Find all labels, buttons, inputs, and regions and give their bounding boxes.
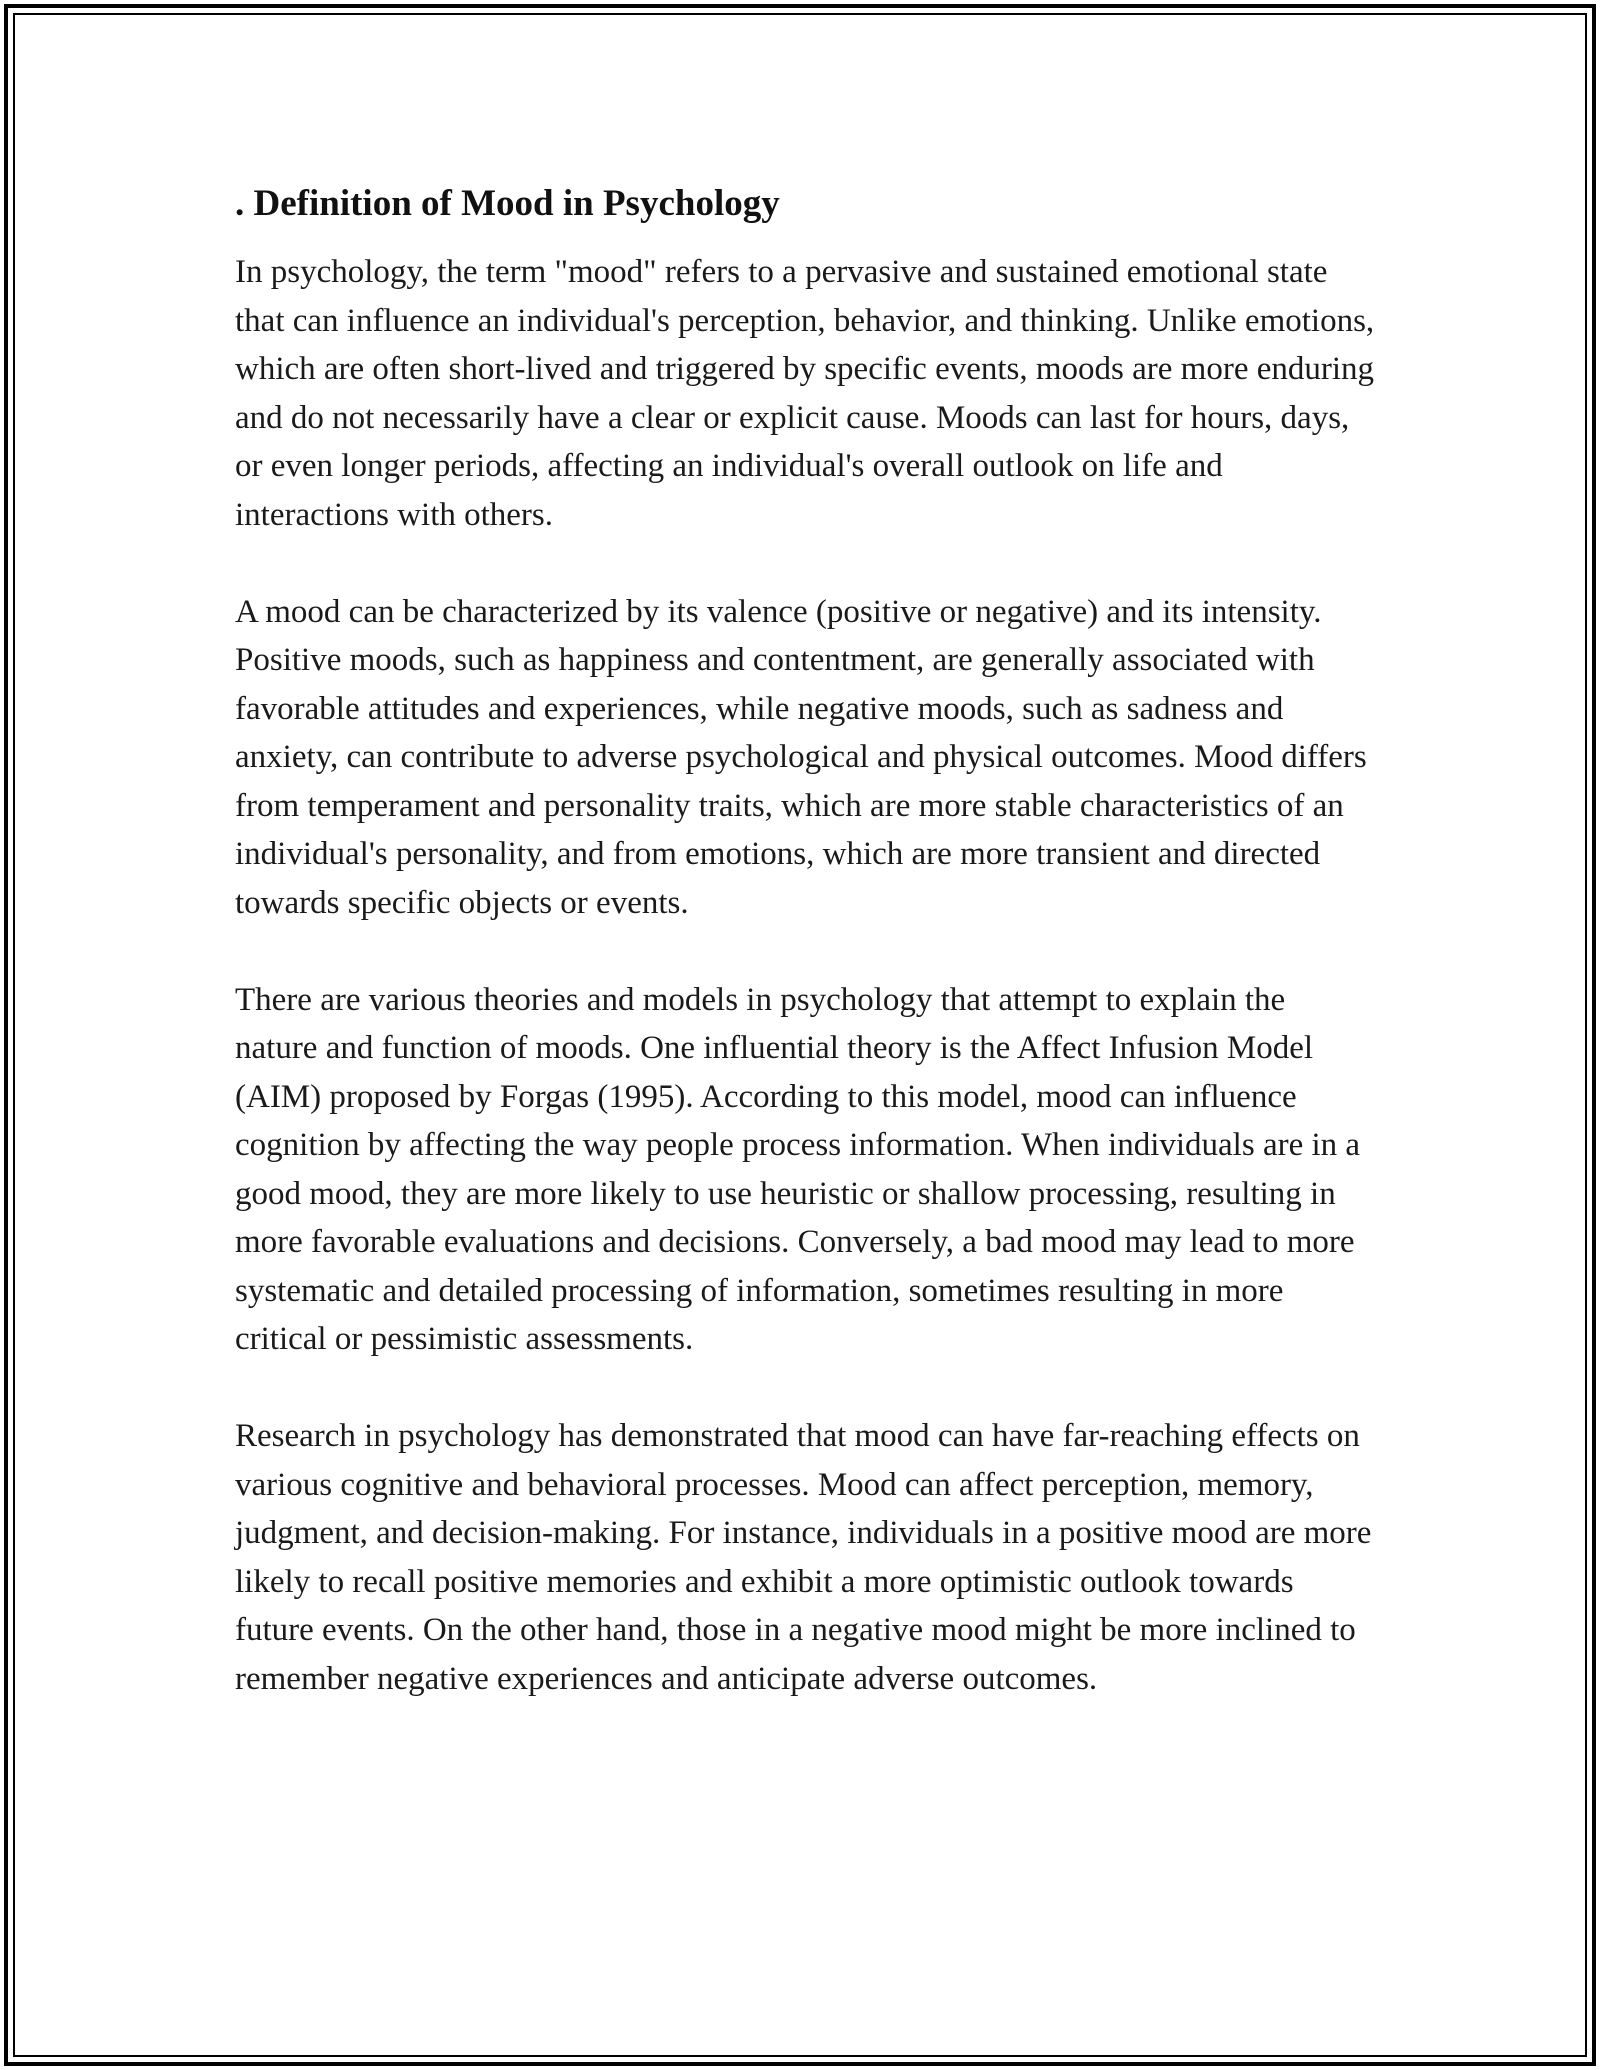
paragraph-mood-theories: There are various theories and models in psychology that attempt to explain the nature and function of moods. One influential theory is the Affect Infusion Model (AIM) proposed by Forgas (1995). According to this model, mood can influence cognition by affecting the way people process information. When individuals are in a good mood, they are more likely to use heuristic or shallow processing, resulting in more favorable evaluations and decisions. Conversely, a bad mood may lead to more systematic and detailed processing of information, sometimes resulting in more critical or pessimistic assessments. (235, 981, 1361, 1358)
paragraph-mood-valence: A mood can be characterized by its valence (positive or negative) and its intensity. Positive moods, such as happiness and contentment, are generally associated with favorable attitudes and experiences, while negative moods, such as sadness and anxiety, can contribute to adverse psychological and physical outcomes. Mood differs from temperament and personality traits, which are more stable characteristics of an individual's personality, and from emotions, which are more transient and directed towards specific objects or events. (235, 593, 1367, 921)
document-body (235, 182, 1375, 1752)
paragraph-mood-definition: In psychology, the term "mood" refers to a pervasive and sustained emotional state that can influence an individual's perception, behavior, and thinking. Unlike emotions, which are often short-lived and triggered by specific events, moods are more enduring and do not necessarily have a clear or explicit cause. Moods can last for hours, days, or even longer periods, affecting an individual's overall outlook on life and interactions with others. (235, 254, 1375, 533)
paragraph-mood-research: Research in psychology has demonstrated that mood can have far-reaching effects on various cognitive and behavioral processes. Mood can affect perception, memory, judgment, and decision-making. For instance, individuals in a positive mood are more likely to recall positive memories and exhibit a more optimistic outlook towards future events. On the other hand, those in a negative mood might be more inclined to remember negative experiences and anticipate adverse outcomes. (235, 1418, 1372, 1697)
section-heading: . Definition of Mood in Psychology (235, 183, 780, 224)
